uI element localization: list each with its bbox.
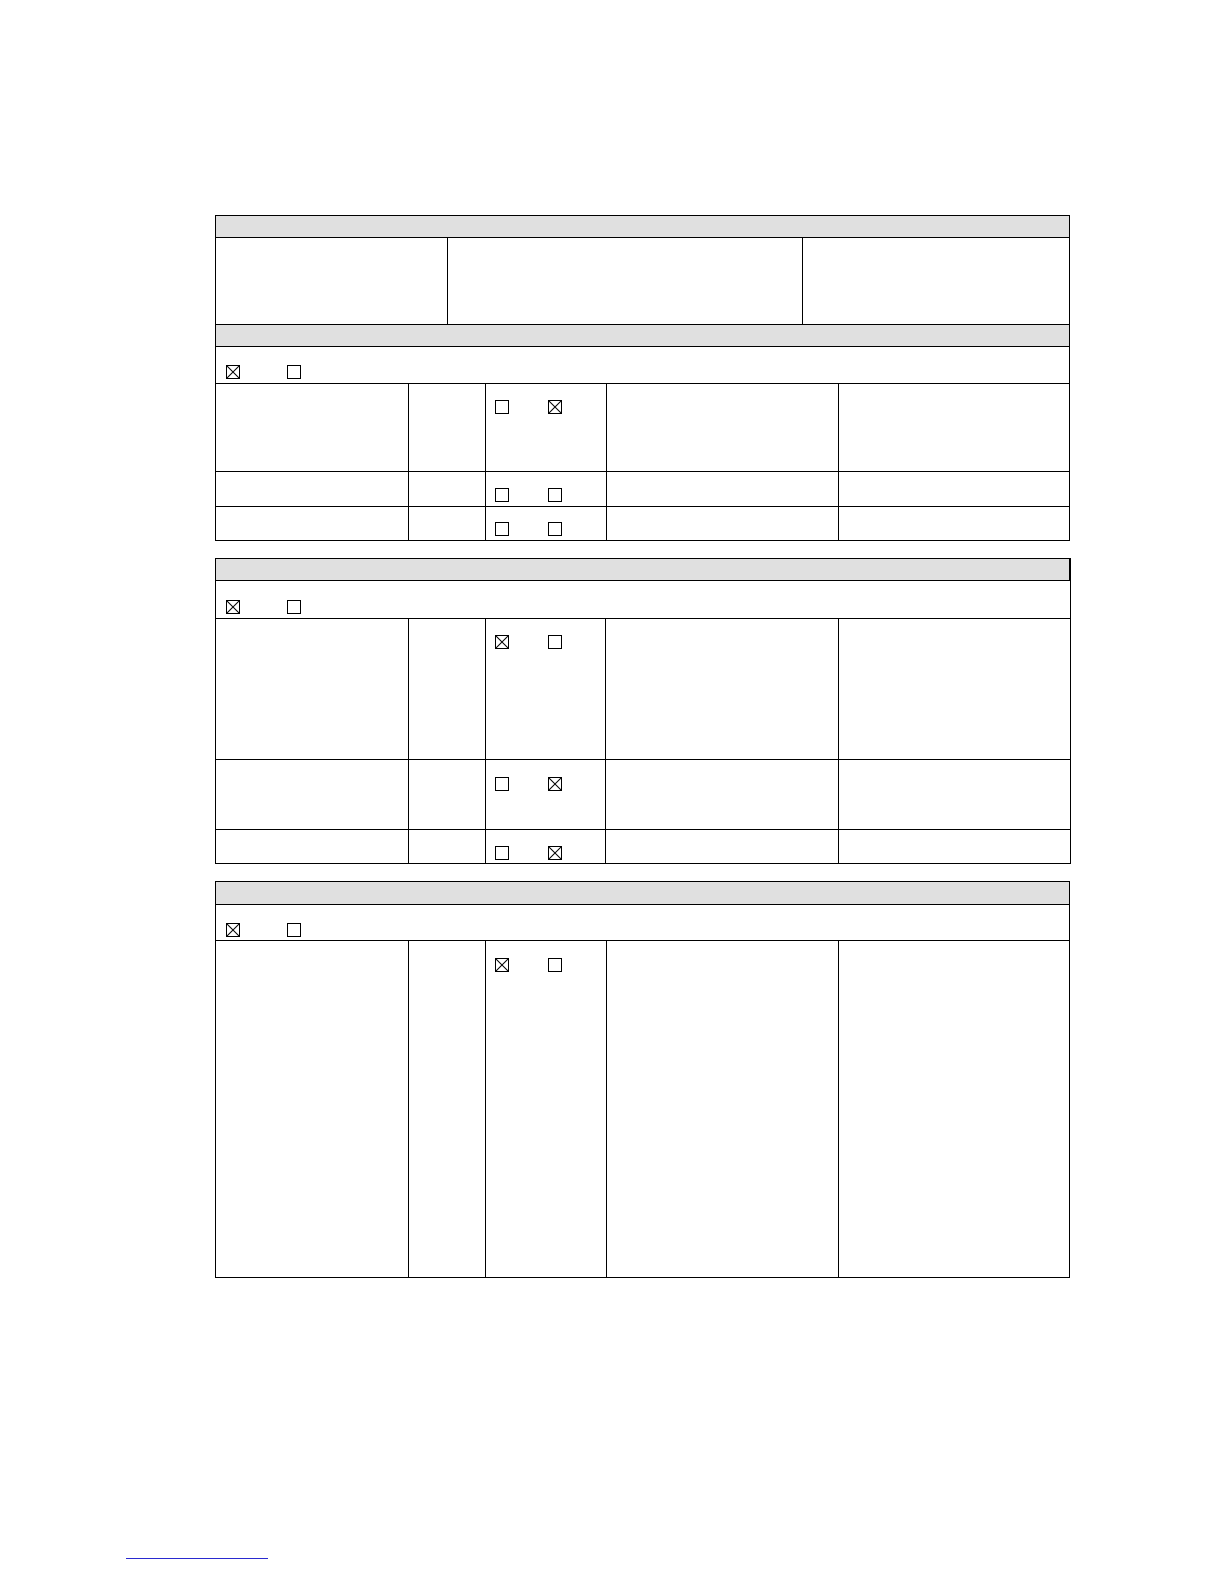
section-2-row-divider-1 xyxy=(215,759,1071,760)
section-1-col-divider-1 xyxy=(408,383,409,541)
info-cell-3[interactable] xyxy=(803,238,1069,324)
section-1-header-checkbox-1[interactable] xyxy=(226,365,240,379)
checked-x-icon xyxy=(496,636,508,648)
section-1-header xyxy=(215,324,1070,347)
section-1-row-divider-1 xyxy=(215,471,1070,472)
section-1-col-divider-4 xyxy=(838,383,839,541)
section-2-header-checkbox-1[interactable] xyxy=(226,600,240,614)
section-1-row-2-checkbox-2[interactable] xyxy=(548,488,562,502)
section-1-header-checkbox-2[interactable] xyxy=(287,365,301,379)
section-2-row-2-checkbox-2[interactable] xyxy=(548,777,562,791)
section-3-header xyxy=(215,881,1070,905)
section-1-row-2-checkbox-1[interactable] xyxy=(495,488,509,502)
checked-x-icon xyxy=(549,401,561,413)
section-1-row-3-checkbox-2[interactable] xyxy=(548,522,562,536)
section-3-header-checkbox-1[interactable] xyxy=(226,923,240,937)
section-3-row-divider-0 xyxy=(215,940,1070,941)
checked-x-icon xyxy=(227,601,239,613)
section-3-col-divider-1 xyxy=(408,940,409,1278)
section-2-row-3-checkbox-1[interactable] xyxy=(495,846,509,860)
section-2-row-2-checkbox-1[interactable] xyxy=(495,777,509,791)
form-block-2 xyxy=(215,558,1071,864)
section-3-header-checkbox-2[interactable] xyxy=(287,923,301,937)
form-title-bar xyxy=(215,215,1070,238)
section-3-col-divider-3 xyxy=(606,940,607,1278)
section-3-row-1-checkbox-1[interactable] xyxy=(495,958,509,972)
section-2-col-divider-3 xyxy=(605,618,606,864)
checked-x-icon xyxy=(227,366,239,378)
section-1-row-divider-0 xyxy=(215,383,1070,384)
section-3-row-1-checkbox-2[interactable] xyxy=(548,958,562,972)
section-2-row-3-checkbox-2[interactable] xyxy=(548,846,562,860)
checked-x-icon xyxy=(549,847,561,859)
section-2-row-1-checkbox-1[interactable] xyxy=(495,635,509,649)
section-1-col-divider-3 xyxy=(606,383,607,541)
section-3-col-divider-4 xyxy=(838,940,839,1278)
section-3-col-divider-2 xyxy=(485,940,486,1278)
section-2-row-1-checkbox-2[interactable] xyxy=(548,635,562,649)
section-2-row-divider-0 xyxy=(215,618,1071,619)
section-2-col-divider-1 xyxy=(408,618,409,864)
info-cell-2[interactable] xyxy=(448,238,801,324)
checked-x-icon xyxy=(549,778,561,790)
checked-x-icon xyxy=(227,924,239,936)
section-2-col-divider-4 xyxy=(838,618,839,864)
section-2-header xyxy=(215,558,1070,581)
info-cell-1[interactable] xyxy=(216,238,446,324)
section-1-row-3-checkbox-1[interactable] xyxy=(495,522,509,536)
section-1-row-1-checkbox-1[interactable] xyxy=(495,400,509,414)
section-1-col-divider-2 xyxy=(485,383,486,541)
section-1-row-divider-2 xyxy=(215,506,1070,507)
section-2-header-checkbox-2[interactable] xyxy=(287,600,301,614)
section-2-col-divider-2 xyxy=(485,618,486,864)
checked-x-icon xyxy=(496,959,508,971)
section-2-row-divider-2 xyxy=(215,829,1071,830)
section-1-row-1-checkbox-2[interactable] xyxy=(548,400,562,414)
footnote-separator xyxy=(126,1558,268,1559)
